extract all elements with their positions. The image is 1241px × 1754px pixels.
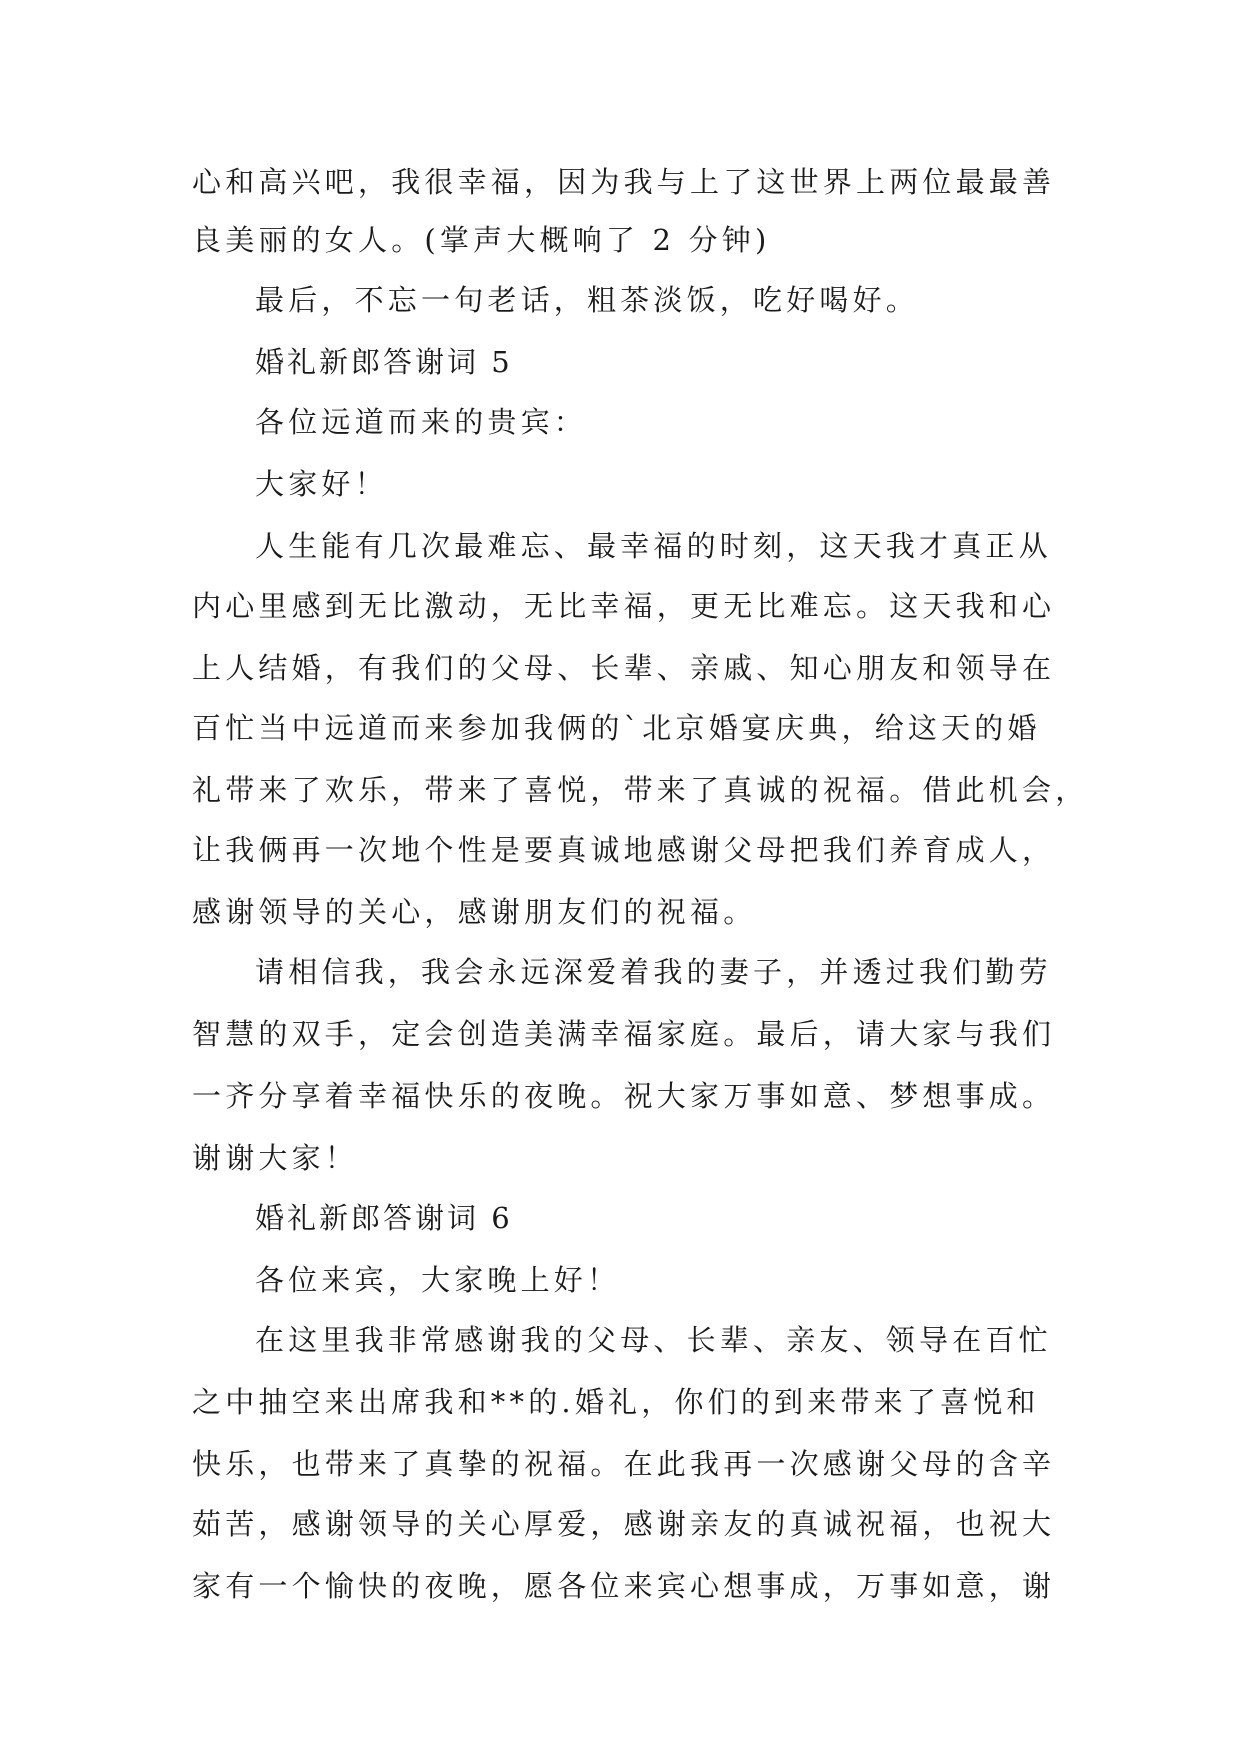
body-line: 茹苦，感谢领导的关心厚爱，感谢亲友的真诚祝福，也祝大 <box>192 1507 1056 1541</box>
body-line: 内心里感到无比激动，无比幸福，更无比难忘。这天我和心 <box>192 589 1056 623</box>
body-line: 让我俩再一次地个性是要真诚地感谢父母把我们养育成人， <box>192 833 1056 867</box>
body-line: 百忙当中远道而来参加我俩的`北京婚宴庆典，给这天的婚 <box>192 711 1041 745</box>
section-heading: 婚礼新郎答谢词 5 <box>255 345 513 379</box>
body-line: 礼带来了欢乐，带来了喜悦，带来了真诚的祝福。借此机会， <box>192 773 1089 807</box>
paragraph-line: 最后，不忘一句老话，粗茶淡饭，吃好喝好。 <box>255 283 920 317</box>
section-heading: 婚礼新郎答谢词 6 <box>255 1201 513 1235</box>
body-line: 家有一个愉快的夜晚，愿各位来宾心想事成，万事如意，谢 <box>192 1569 1056 1603</box>
greeting: 各位来宾，大家晚上好！ <box>255 1263 621 1297</box>
body-line: 上人结婚，有我们的父母、长辈、亲戚、知心朋友和领导在 <box>192 651 1056 685</box>
body-line: 快乐，也带来了真挚的祝福。在此我再一次感谢父母的含辛 <box>192 1447 1056 1481</box>
body-line: 谢谢大家！ <box>192 1141 359 1175</box>
body-line: 一齐分享着幸福快乐的夜晚。祝大家万事如意、梦想事成。 <box>192 1079 1056 1113</box>
paragraph-line: 请相信我，我会永远深爱着我的妻子，并透过我们勤劳 <box>255 955 1052 989</box>
salutation: 各位远道而来的贵宾： <box>255 405 588 439</box>
paragraph-line: 在这里我非常感谢我的父母、长辈、亲友、领导在百忙 <box>255 1323 1052 1357</box>
body-line: 良美丽的女人。(掌声大概响了 2 分钟) <box>192 223 771 257</box>
body-line: 心和高兴吧，我很幸福，因为我与上了这世界上两位最最善 <box>192 165 1056 199</box>
body-line: 感谢领导的关心，感谢朋友们的祝福。 <box>192 895 757 929</box>
greeting: 大家好！ <box>255 467 388 501</box>
paragraph-line: 人生能有几次最难忘、最幸福的时刻，这天我才真正从 <box>255 529 1052 563</box>
body-line: 智慧的双手，定会创造美满幸福家庭。最后，请大家与我们 <box>192 1017 1056 1051</box>
body-line: 之中抽空来出席我和**的.婚礼，你们的到来带来了喜悦和 <box>192 1385 1040 1419</box>
